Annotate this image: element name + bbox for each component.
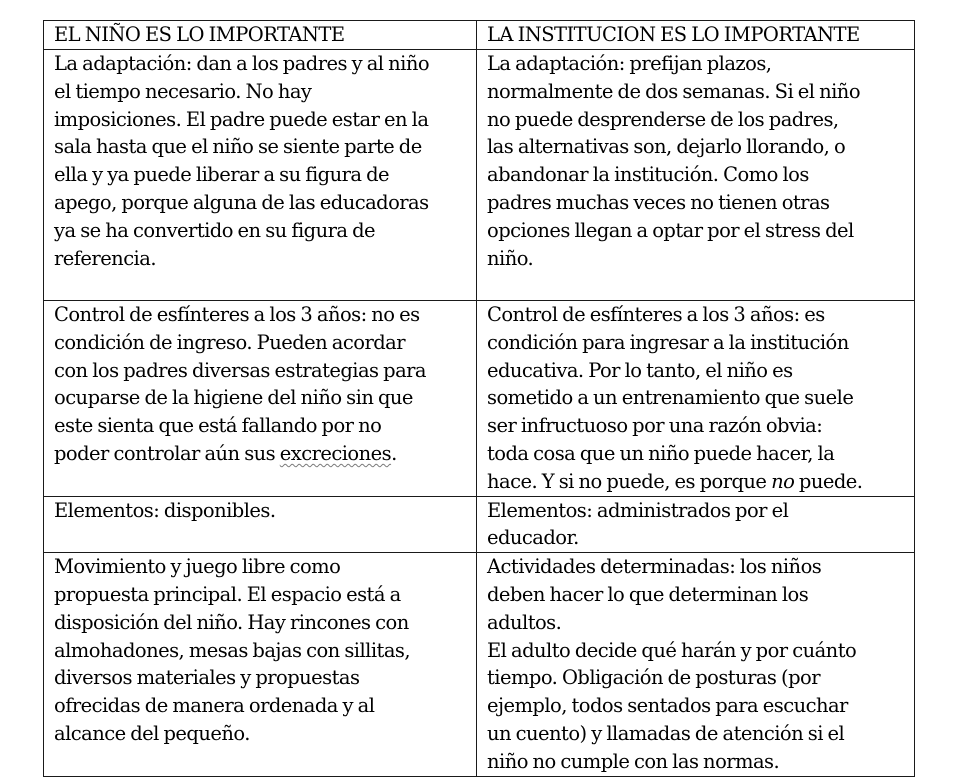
cell-line: con los padres diversas estrategias para bbox=[54, 358, 427, 382]
table-row-adaptation bbox=[44, 50, 915, 301]
cell-line bbox=[487, 468, 910, 496]
cell-child-activities bbox=[44, 553, 477, 776]
cell-line: Elementos: administrados por el bbox=[487, 498, 789, 522]
cell-line: almohadones, mesas bajas con sillitas, bbox=[54, 638, 410, 662]
cell-line: propuesta principal. El espacio está a bbox=[54, 582, 401, 606]
cell-line: La adaptación: dan a los padres y al niño bbox=[54, 52, 430, 75]
cell-line: sometido a un entrenamiento que suele bbox=[487, 386, 854, 410]
header-row bbox=[44, 21, 915, 50]
cell-text: . bbox=[391, 441, 397, 465]
cell-line: imposiciones. El padre puede estar en la bbox=[54, 107, 429, 131]
cell-line: apego, porque alguna de las educadoras bbox=[54, 190, 429, 214]
cell-line: opciones llegan a optar por el stress del bbox=[487, 218, 854, 242]
spellcheck-marked-word[interactable]: excreciones bbox=[279, 441, 392, 465]
cell-text: poder controlar aún sus bbox=[54, 441, 280, 465]
cell-line: deben hacer lo que determinan los bbox=[487, 582, 809, 606]
cell-line: el tiempo necesario. No hay bbox=[54, 79, 312, 103]
table-row-activities bbox=[44, 553, 915, 776]
cell-line: las alternativas son, dejarlo llorando, o bbox=[487, 135, 846, 159]
cell-line: ocuparse de la higiene del niño sin que bbox=[54, 386, 413, 410]
cell-text: hace. Y si no puede, es porque bbox=[487, 469, 772, 493]
cell-line: alcance del pequeño. bbox=[54, 721, 250, 745]
header-institution-text: LA INSTITUCION ES LO IMPORTANTE bbox=[487, 23, 860, 46]
cell-institution-elements bbox=[477, 496, 915, 553]
cell-line: sala hasta que el niño se siente parte de bbox=[54, 135, 422, 159]
cell-line: ser infructuoso por una razón obvia: bbox=[487, 414, 823, 438]
cell-line: El adulto decide qué harán y por cuánto bbox=[487, 638, 857, 662]
comparison-table bbox=[43, 20, 915, 777]
cell-line: abandonar la institución. Como los bbox=[487, 163, 809, 187]
italic-emphasis: no bbox=[771, 469, 795, 493]
cell-child-adaptation bbox=[44, 50, 477, 301]
cell-line: disposición del niño. Hay rincones con bbox=[54, 610, 409, 634]
cell-line: normalmente de dos semanas. Si el niño bbox=[487, 79, 861, 103]
cell-line: tiempo. Obligación de posturas (por bbox=[487, 666, 820, 690]
cell-line: Control de esfínteres a los 3 años: es bbox=[487, 303, 825, 326]
cell-line: toda cosa que un niño puede hacer, la bbox=[487, 441, 835, 465]
cell-line: un cuento) y llamadas de atención si el bbox=[487, 721, 845, 745]
table-row-elements bbox=[44, 496, 915, 553]
cell-line: ejemplo, todos sentados para escuchar bbox=[487, 694, 848, 718]
cell-line: educativa. Por lo tanto, el niño es bbox=[487, 358, 793, 382]
cell-line: referencia. bbox=[54, 246, 156, 270]
cell-line: Actividades determinadas: los niños bbox=[487, 555, 822, 579]
cell-line: niño no cumple con las normas. bbox=[487, 749, 780, 773]
header-cell-child bbox=[44, 21, 477, 50]
cell-line: condición para ingresar a la institución bbox=[487, 330, 849, 354]
cell-line: ya se ha convertido en su figura de bbox=[54, 218, 376, 242]
cell-institution-adaptation bbox=[477, 50, 915, 301]
cell-line: padres muchas veces no tienen otras bbox=[487, 190, 830, 214]
cell-line: niño. bbox=[487, 246, 534, 270]
cell-line: este sienta que está fallando por no bbox=[54, 414, 382, 438]
cell-line: Elementos: disponibles. bbox=[54, 498, 276, 522]
cell-line: ofrecidas de manera ordenada y al bbox=[54, 694, 375, 718]
table-row-toilet-control bbox=[44, 301, 915, 497]
cell-text: puede. bbox=[794, 469, 863, 493]
cell-institution-activities bbox=[477, 553, 915, 776]
cell-line: La adaptación: prefijan plazos, bbox=[487, 52, 772, 75]
cell-institution-toilet-control bbox=[477, 301, 915, 497]
cell-line bbox=[54, 440, 472, 468]
header-child-text: EL NIÑO ES LO IMPORTANTE bbox=[54, 23, 345, 46]
cell-child-elements bbox=[44, 496, 477, 553]
cell-child-toilet-control bbox=[44, 301, 477, 497]
cell-line: no puede desprenderse de los padres, bbox=[487, 107, 839, 131]
cell-line: Control de esfínteres a los 3 años: no es bbox=[54, 303, 420, 326]
cell-line: diversos materiales y propuestas bbox=[54, 666, 360, 690]
cell-line: condición de ingreso. Pueden acordar bbox=[54, 330, 405, 354]
cell-line: educador. bbox=[487, 526, 579, 550]
header-cell-institution bbox=[477, 21, 915, 50]
cell-line: adultos. bbox=[487, 610, 562, 634]
cell-line: ella y ya puede liberar a su figura de bbox=[54, 163, 390, 187]
cell-line: Movimiento y juego libre como bbox=[54, 555, 341, 579]
